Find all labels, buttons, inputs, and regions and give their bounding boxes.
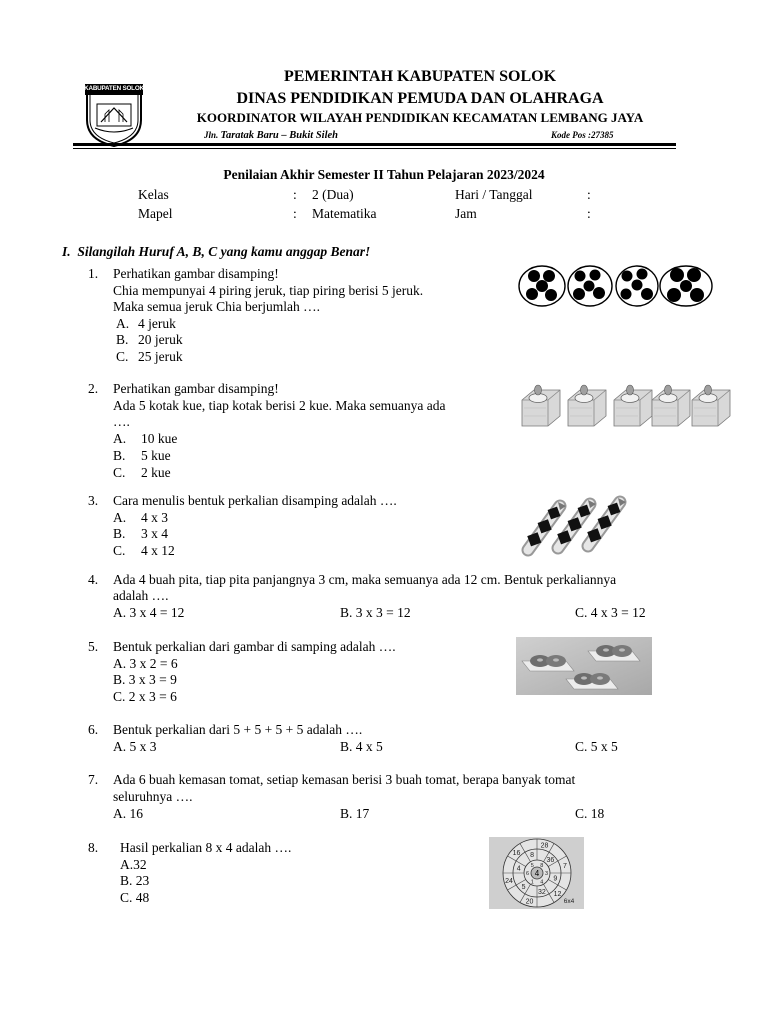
option-letter: B. [116,332,129,347]
hari-label: Hari / Tanggal [455,187,533,202]
option-c[interactable]: C. 2 x 3 = 6 [113,689,177,704]
cake-boxes-illustration [516,376,730,434]
option-a[interactable]: A. 5 x 3 [113,739,157,754]
header-coordinator-line: KOORDINATOR WILAYAH PENDIDIKAN KECAMATAN LEMBANG JAYA [196,110,644,125]
wheel-number: 24 [505,878,513,886]
question-number: 6. [88,722,99,737]
option-a[interactable]: 4 jeruk [138,316,176,331]
kelas-label: Kelas [138,187,169,202]
question-line: Perhatikan gambar disamping! [113,381,279,396]
wheel-number: 32 [538,888,546,896]
mapel-value: Matematika [312,206,377,221]
option-letter: A. [113,431,127,446]
address-prefix: Jln. [204,130,219,140]
section-number: I. [62,244,71,259]
wheel-number: 12 [553,891,562,899]
wheel-number: 36 [546,857,555,865]
question-line: Ada 5 kotak kue, tiap kotak berisi 2 kue. Maka semuanya ada [113,398,446,413]
option-a[interactable]: A. 16 [113,806,143,821]
logo-banner-text: KABUPATEN SOLOK [84,85,144,92]
option-letter: A. [116,316,130,331]
wheel-inner-number: 5 [530,862,534,869]
wheel-number: 16 [512,849,521,857]
option-letter: A. [113,510,127,525]
header-rule-thick [73,143,676,146]
question-line: Ada 6 buah kemasan tomat, setiap kemasan berisi 3 buah tomat, berapa banyak tomat [113,772,576,787]
option-letter: B. [113,526,126,541]
mapel-colon: : [293,206,297,221]
header-government-line: PEMERINTAH KABUPATEN SOLOK [283,68,557,85]
question-line: …. [113,414,130,429]
option-b[interactable]: B. 23 [120,873,150,888]
option-letter: B. [113,448,126,463]
option-a[interactable]: A.32 [120,857,147,872]
question-line: seluruhnya …. [113,789,193,804]
option-letter: C. [113,465,126,480]
question-number: 4. [88,572,99,587]
option-a[interactable]: A. 3 x 4 = 12 [113,605,185,620]
option-a[interactable]: 10 kue [141,431,178,446]
donut-plates-photo [516,637,652,695]
option-b[interactable]: 5 kue [141,448,171,463]
wheel-number: 7 [563,862,567,870]
wheel-center-number: 4 [534,869,540,878]
option-c[interactable]: C. 5 x 5 [575,739,618,754]
question-line: Bentuk perkalian dari gambar di samping adalah …. [113,639,396,654]
question-number: 8. [88,840,99,855]
option-b[interactable]: B. 17 [340,806,370,821]
question-line: Chia mempunyai 4 piring jeruk, tiap piring berisi 5 jeruk. [113,283,424,298]
option-c[interactable]: C. 18 [575,806,605,821]
exam-title: Penilaian Akhir Semester II Tahun Pelajaran 2023/2024 [223,167,545,182]
wheel-inner-number: 4 [540,879,544,886]
option-b[interactable]: B. 4 x 5 [340,739,383,754]
question-number: 1. [88,266,99,281]
header-rule-thin [73,148,676,149]
section-heading [62,244,370,260]
header-postal-code: Kode Pos :27385 [551,130,614,140]
question-number: 2. [88,381,99,396]
option-b[interactable]: B. 3 x 3 = 12 [340,605,411,620]
jam-label: Jam [455,206,477,221]
option-a[interactable]: A. 3 x 2 = 6 [113,656,178,671]
wheel-inner-number: 8 [540,862,544,869]
option-c[interactable]: C. 4 x 3 = 12 [575,605,646,620]
question-line: Cara menulis bentuk perkalian disamping adalah …. [113,493,397,508]
wheel-inner-number: 3 [544,871,549,878]
option-a[interactable]: 4 x 3 [141,510,168,525]
option-c[interactable]: 2 kue [141,465,171,480]
multiplication-wheel [489,837,584,909]
question-line: Bentuk perkalian dari 5 + 5 + 5 + 5 adalah …. [113,722,363,737]
mapel-label: Mapel [138,206,173,221]
wheel-number: 28 [540,842,549,850]
address-text: Taratak Baru – Bukit Sileh [220,130,338,141]
option-c[interactable]: 25 jeruk [138,349,183,364]
wheel-number: 9 [553,875,558,883]
question-line: adalah …. [113,588,169,603]
wheel-caption: 6x4 [563,898,575,905]
question-number: 3. [88,493,99,508]
option-b[interactable]: B. 3 x 3 = 9 [113,672,177,687]
wheel-number: 5 [521,883,526,891]
option-letter: C. [116,349,129,364]
question-number: 5. [88,639,99,654]
header-address [204,130,338,141]
wheel-number: 20 [525,898,534,906]
kelas-colon: : [293,187,297,202]
option-c[interactable]: 4 x 12 [141,543,175,558]
wheel-number: 4 [516,865,521,873]
snack-sticks-illustration [520,494,632,556]
question-line: Hasil perkalian 8 x 4 adalah …. [120,840,292,855]
wheel-number: 8 [530,852,535,860]
header-department-line: DINAS PENDIDIKAN PEMUDA DAN OLAHRAGA [236,90,604,107]
hari-colon: : [587,187,591,202]
wheel-inner-number: 6 [525,871,530,878]
wheel-inner-number: 1 [530,879,534,886]
option-b[interactable]: 3 x 4 [141,526,168,541]
jam-colon: : [587,206,591,221]
question-line: Ada 4 buah pita, tiap pita panjangnya 3 cm, maka semuanya ada 12 cm. Bentuk perkaliannya [113,572,617,587]
section-instruction: Silangilah Huruf A, B, C yang kamu anggap Benar! [77,244,371,259]
question-line: Maka semua jeruk Chia berjumlah …. [113,299,320,314]
question-line: Perhatikan gambar disamping! [113,266,279,281]
orange-plates-illustration [518,264,714,308]
option-c[interactable]: C. 48 [120,890,150,905]
question-number: 7. [88,772,99,787]
option-b[interactable]: 20 jeruk [138,332,183,347]
option-letter: C. [113,543,126,558]
kelas-value: 2 (Dua) [312,187,354,202]
